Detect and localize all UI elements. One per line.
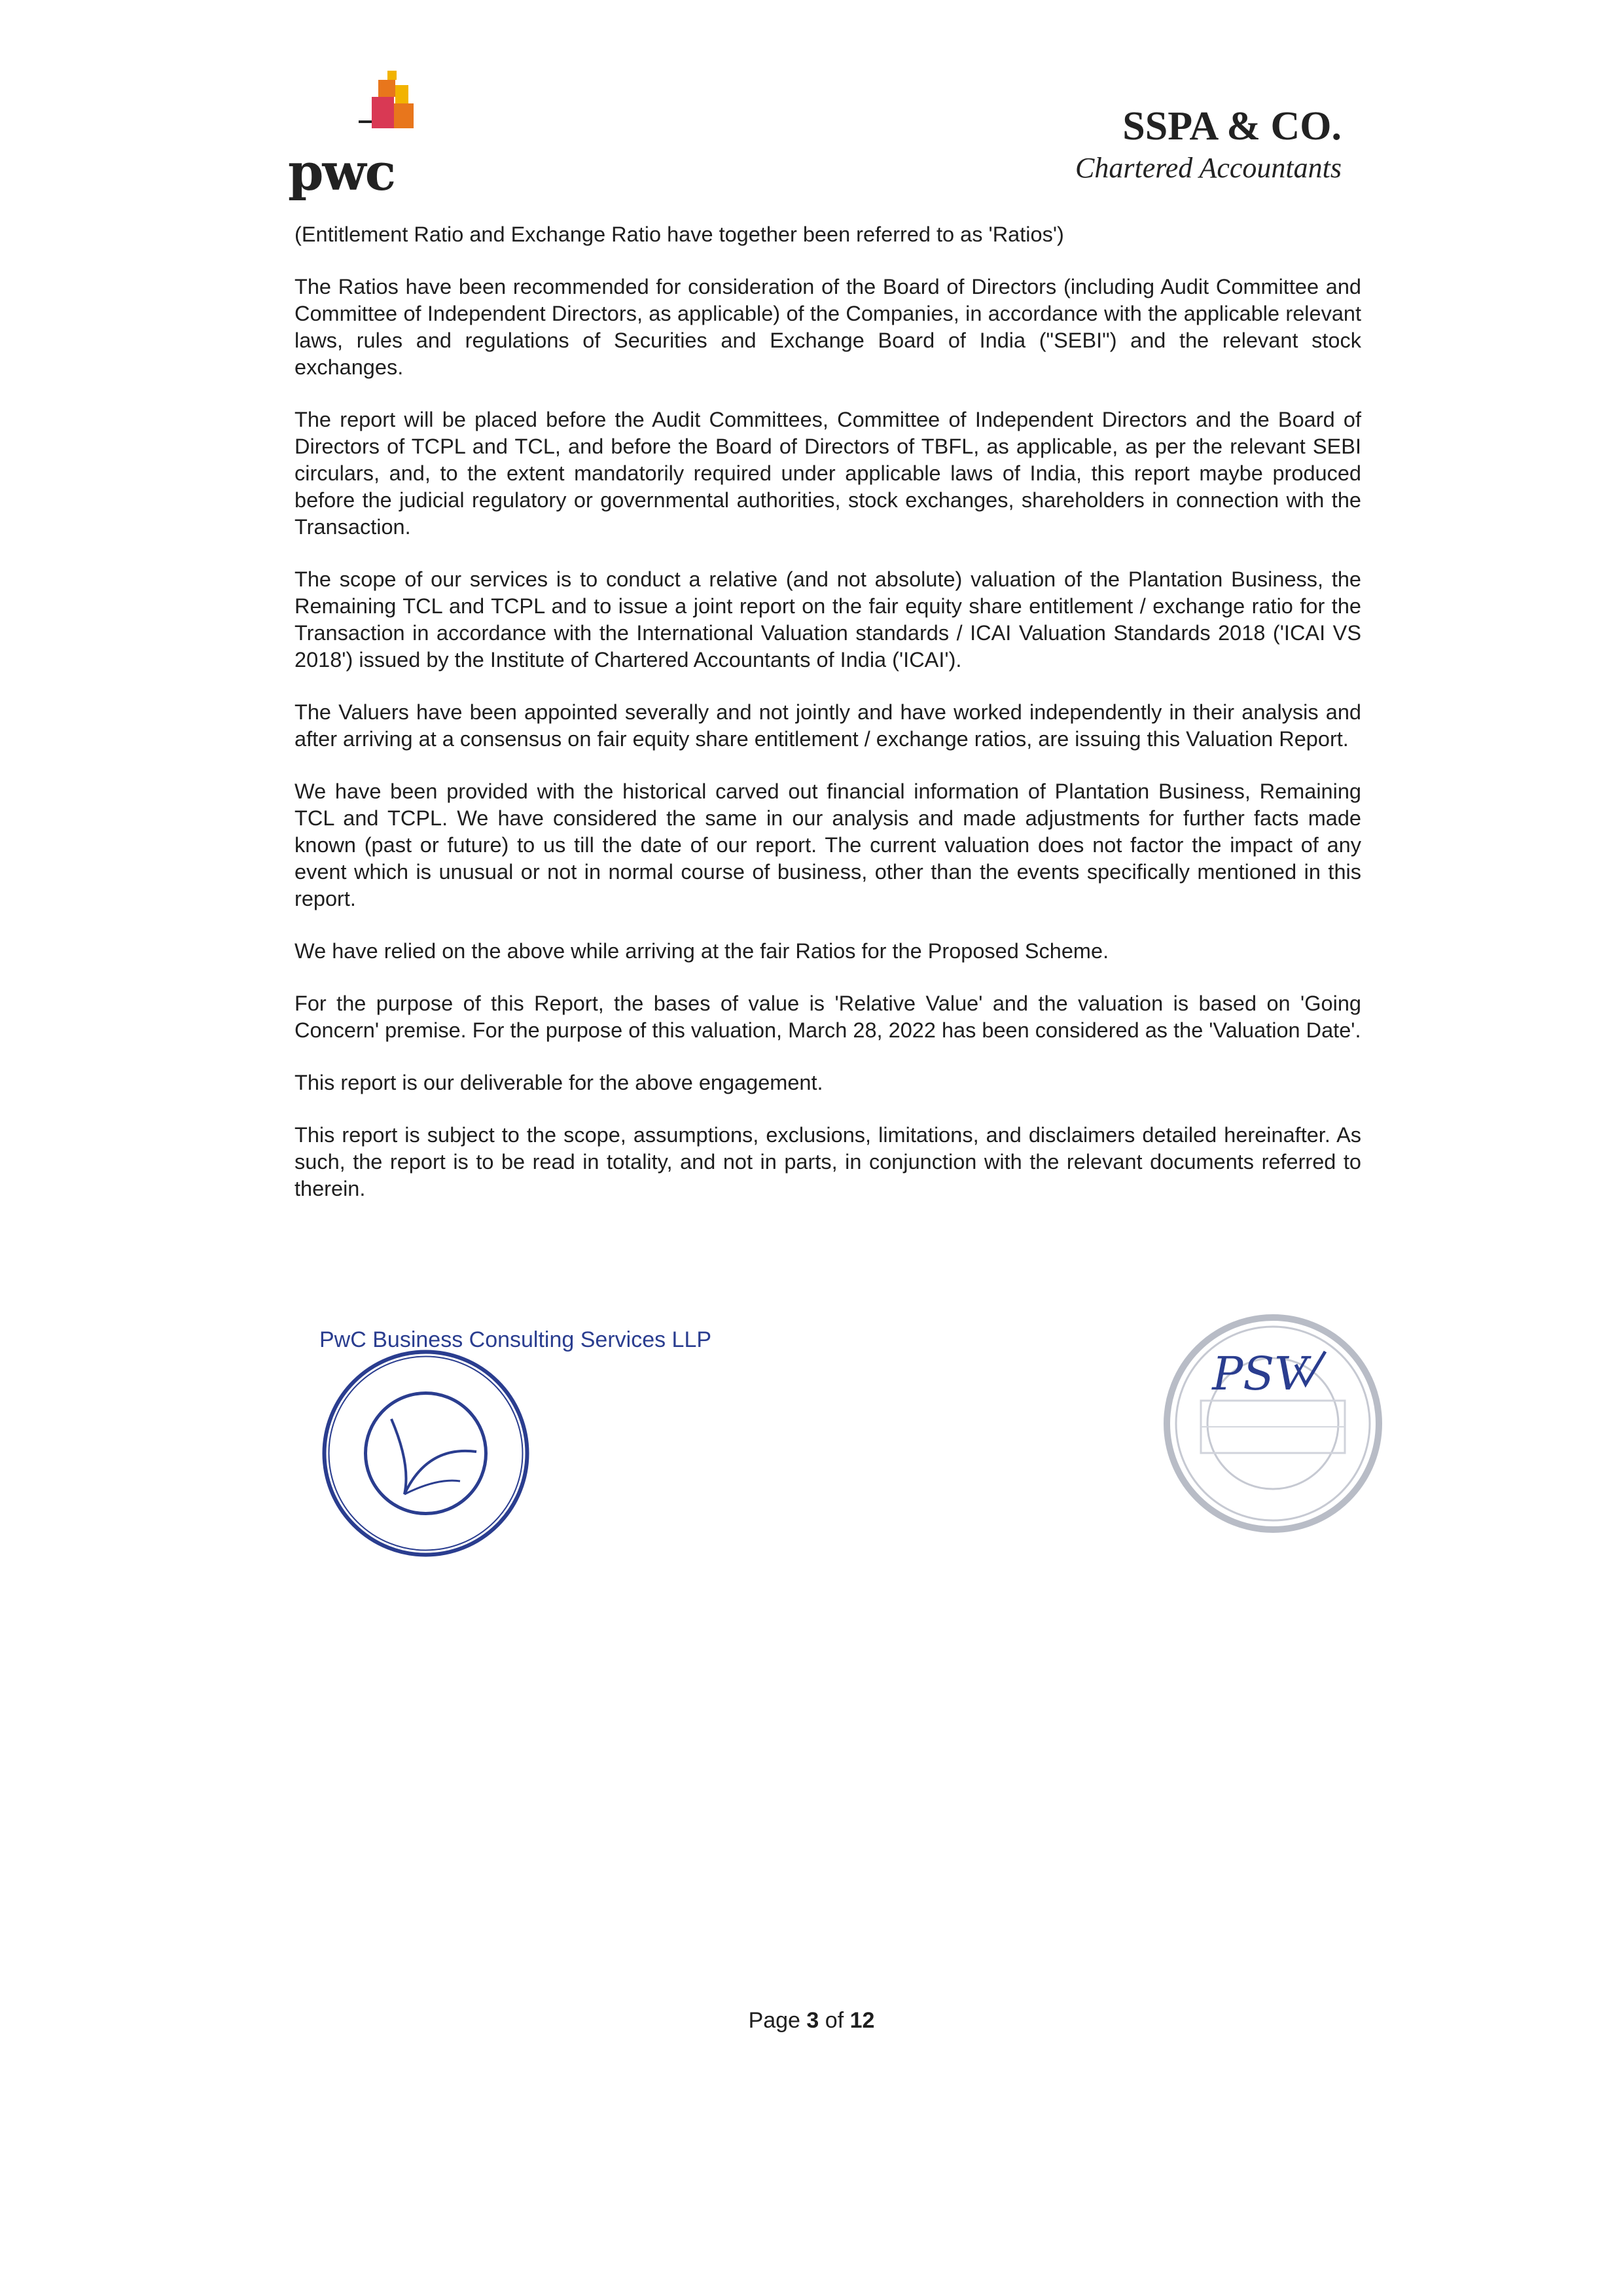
paragraph-deliverable: This report is our deliverable for the above engagement.	[294, 1071, 823, 1094]
sspa-firm-subtitle: Chartered Accountants	[1075, 152, 1342, 184]
paragraph-ratios-definition: (Entitlement Ratio and Exchange Ratio have together been referred to as 'Ratios')	[294, 223, 1064, 246]
seal-right-signature: PSV	[1212, 1347, 1308, 1401]
paragraph-valuers: The Valuers have been appointed severally and not jointly and have worked independently in their analysis and after arriving at a consensus on fair equity share entitlement / exchange ratios, are issuing this Valuation Report.	[294, 700, 1361, 751]
paragraph-information-provided: We have been provided with the historical carved out financial information of Plantation Business, Remaining TCL and TCPL. We have considered the same in our analysis and made adjustments for further facts made known (past or future) to us till the date of our report. The current valuation does not factor the impact of any event which is unusual or not in normal course of business, other than the events specifically mentioned in this report.	[294, 780, 1361, 910]
paragraph-report-placement: The report will be placed before the Audit Committees, Committee of Independent Directors and the Board of Directors of TCPL and TCL, and before the Board of Directors of TBFL, as applicable, as per the relevant SEBI circulars, and, to the extent mandatorily required under applicable laws of India, this report maybe produced before the judicial regulatory or governmental authorities, stock exchanges, shareholders in connection with the Transaction.	[294, 408, 1361, 539]
paragraph-recommendation: The Ratios have been recommended for consideration of the Board of Directors (including Audit Committee and Committee of Independent Directors, as applicable) of the Companies, in accordance with the applicable relevant laws, rules and regulations of Securities and Exchange Board of India ("SEBI") and the relevant stock exchanges.	[294, 275, 1361, 379]
paragraph-scope: The scope of our services is to conduct a relative (and not absolute) valuation of the Plantation Business, the Remaining TCL and TCPL and to issue a joint report on the fair equity share entitlement / exchange ratio for the Transaction in accordance with the International Valuation standards / ICAI Valuation Standards 2018 ('ICAI VS 2018') issued by the Institute of Chartered Accountants of India ('ICAI').	[294, 567, 1361, 672]
page-number-total: 12	[849, 2008, 875, 2033]
pwc-logo	[288, 71, 432, 202]
page-number-current: 3	[806, 2008, 819, 2033]
pwc-logo-icon	[347, 71, 419, 136]
paragraph-subject-to: This report is subject to the scope, assumptions, exclusions, limitations, and disclaimers detailed hereinafter. As such, the report is to be read in totality, and not in parts, in conjunction with the relevant documents referred to therein.	[294, 1123, 1361, 1200]
page-number-middle: of	[819, 2008, 850, 2033]
sspa-seal-stamp-icon	[1162, 1312, 1384, 1535]
pwc-wordmark: pwc	[288, 143, 395, 202]
report-body	[294, 221, 1361, 1228]
paragraph-basis-of-value: For the purpose of this Report, the bases of value is 'Relative Value' and the valuation is based on 'Going Concern' premise. For the purpose of this valuation, March 28, 2022 has been considered as the 'Valuation Date'.	[294, 992, 1361, 1042]
seal-left-text: PwC Business Consulting Services LLP	[319, 1327, 712, 1352]
page-footer	[0, 2008, 1623, 2034]
pwc-seal-stamp-icon	[319, 1327, 712, 1560]
sspa-logo	[1075, 103, 1342, 185]
paragraph-reliance: We have relied on the above while arriving at the fair Ratios for the Proposed Scheme.	[294, 939, 1109, 963]
sspa-firm-name: SSPA & CO.	[1122, 104, 1342, 149]
page-number-prefix: Page	[748, 2008, 807, 2033]
